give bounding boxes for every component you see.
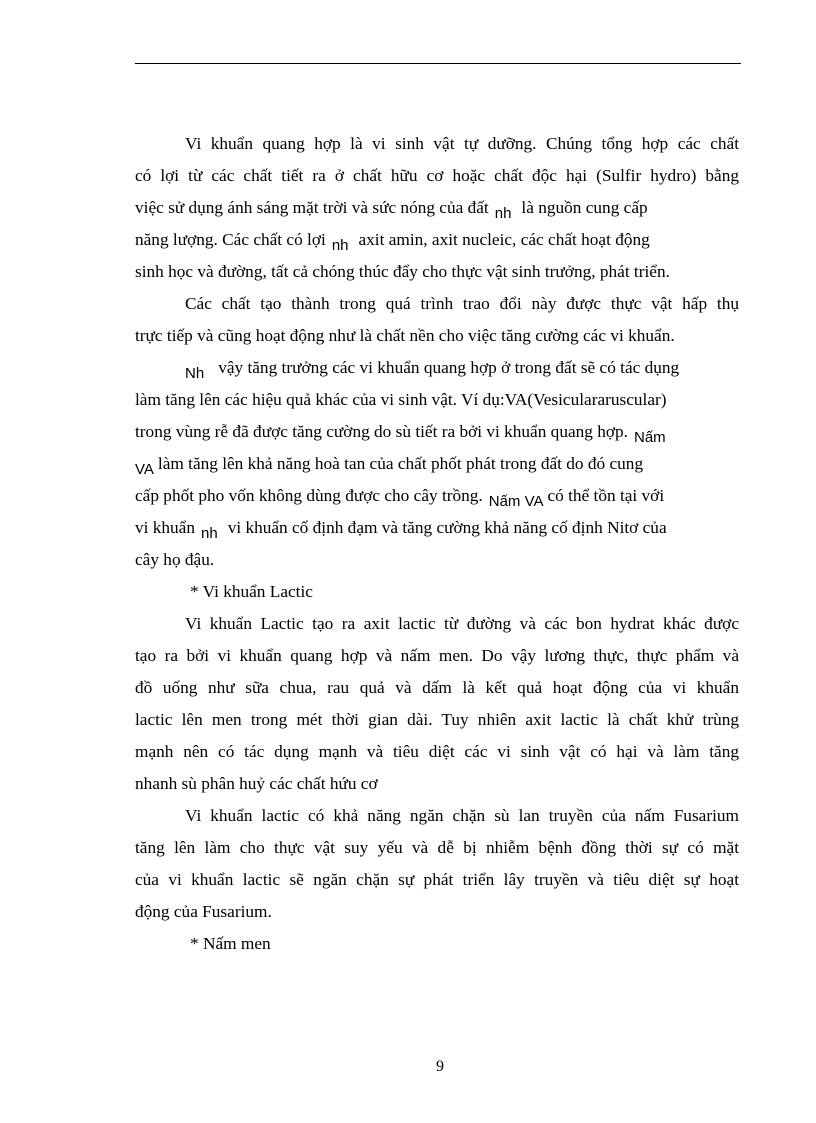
text-span: làm tăng lên khả năng hoà tan của chất phốt phát trong đất do đó cung <box>157 454 644 473</box>
text-span: tạo ra bởi vi khuẩn quang hợp và nấm men. Do vậy lương thực, thực phẩm và <box>135 646 739 665</box>
text-span: trong vùng rễ đã được tăng cường do sù tiết ra bởi vi khuẩn quang hợp. <box>135 422 628 441</box>
text-span: lactic lên men trong mét thời gian dài. Tuy nhiên axit lactic là chất khử trùng <box>135 710 739 729</box>
text-span: tăng lên làm cho thực vật suy yếu và dễ bị nhiễm bệnh đồng thời sự có mặt <box>135 838 739 857</box>
text-span: Các chất tạo thành trong quá trình trao đổi này được thực vật hấp thụ <box>185 294 739 313</box>
text-span: nh <box>494 205 512 222</box>
text-line <box>185 614 739 634</box>
text-line <box>135 486 739 510</box>
text-line <box>135 774 739 794</box>
text-span: Vi khuẩn lactic có khả năng ngăn chặn sù lan truyền của nấm Fusarium <box>185 806 739 825</box>
text-span: mạnh nên có tác dụng mạnh và tiêu diệt các vi sinh vật có hại và làm tăng <box>135 742 739 761</box>
text-span: có lợi từ các chất tiết ra ở chất hữu cơ hoặc chất độc hại (Sulfir hydro) bằng <box>135 166 739 185</box>
page-number: 9 <box>436 1058 444 1075</box>
text-line <box>135 550 739 570</box>
text-span: Nấm VA <box>488 493 544 510</box>
text-span: sinh học và đường, tất cả chóng thúc đẩy cho thực vật sinh trưởng, phát triển. <box>135 262 670 281</box>
heading-text: * Nấm men <box>190 934 271 953</box>
text-line <box>135 262 739 282</box>
header-rule <box>135 63 741 64</box>
text-span: Nh <box>185 365 205 382</box>
text-span: trực tiếp và cũng hoạt động như là chất nền cho việc tăng cường các vi khuẩn. <box>135 326 675 345</box>
text-span: vi khuẩn cố định đạm và tăng cường khả năng cố định Nitơ của <box>227 518 667 537</box>
text-line <box>135 198 739 222</box>
text-span: làm tăng lên các hiệu quả khác của vi sinh vật. Ví dụ:VA(Vesiculararuscular) <box>135 390 667 409</box>
text-span: cây họ đậu. <box>135 550 215 569</box>
text-line <box>135 230 739 254</box>
text-span: cấp phốt pho vốn không dùng được cho cây trồng. <box>135 486 483 505</box>
text-line <box>135 454 739 478</box>
text-span: đồ uống như sữa chua, rau quả và dấm là kết quả hoạt động của vi khuẩn <box>135 678 739 697</box>
text-line <box>135 326 739 346</box>
section-heading-yeast <box>190 934 271 954</box>
text-line <box>135 742 739 762</box>
text-span: động của Fusarium. <box>135 902 272 921</box>
text-span: nh <box>331 237 349 254</box>
text-span: Vi khuẩn Lactic tạo ra axit lactic từ đường và các bon hydrat khác được <box>185 614 739 633</box>
text-line <box>135 518 739 542</box>
text-line <box>135 422 739 446</box>
text-span: nh <box>201 525 218 542</box>
text-span: Vi khuẩn quang hợp là vi sinh vật tự dưỡng. Chúng tổng hợp các chất <box>185 134 739 153</box>
text-span: của vi khuẩn lactic sẽ ngăn chặn sự phát triển lây truyền và tiêu diệt sự hoạt <box>135 870 739 889</box>
text-line <box>135 838 739 858</box>
text-line <box>185 806 739 826</box>
text-line <box>135 646 739 666</box>
text-span: năng lượng. Các chất có lợi <box>135 230 326 249</box>
text-line <box>185 294 739 314</box>
text-line <box>135 710 739 730</box>
text-line <box>135 870 739 890</box>
text-line <box>135 678 739 698</box>
text-line <box>185 134 739 154</box>
heading-text: * Vi khuẩn Lactic <box>190 582 313 601</box>
text-span: vậy tăng trưởng các vi khuẩn quang hợp ở trong đất sẽ có tác dụng <box>218 358 680 377</box>
text-span: VA <box>135 461 154 478</box>
text-span: có thể tồn tại với <box>547 486 665 505</box>
text-span: vi khuẩn <box>135 518 195 537</box>
text-span: Nấm <box>633 429 666 446</box>
text-span: việc sử dụng ánh sáng mặt trời và sức nóng của đất <box>135 198 489 217</box>
text-span: là nguồn cung cấp <box>521 198 648 217</box>
text-line <box>185 358 739 382</box>
text-line <box>135 390 739 410</box>
text-line <box>135 902 739 922</box>
text-span: nhanh sù phân huỷ các chất hứu cơ <box>135 774 378 793</box>
text-span: axit amin, axit nucleic, các chất hoạt động <box>358 230 650 249</box>
text-line <box>135 166 739 186</box>
section-heading-lactic <box>190 582 313 602</box>
